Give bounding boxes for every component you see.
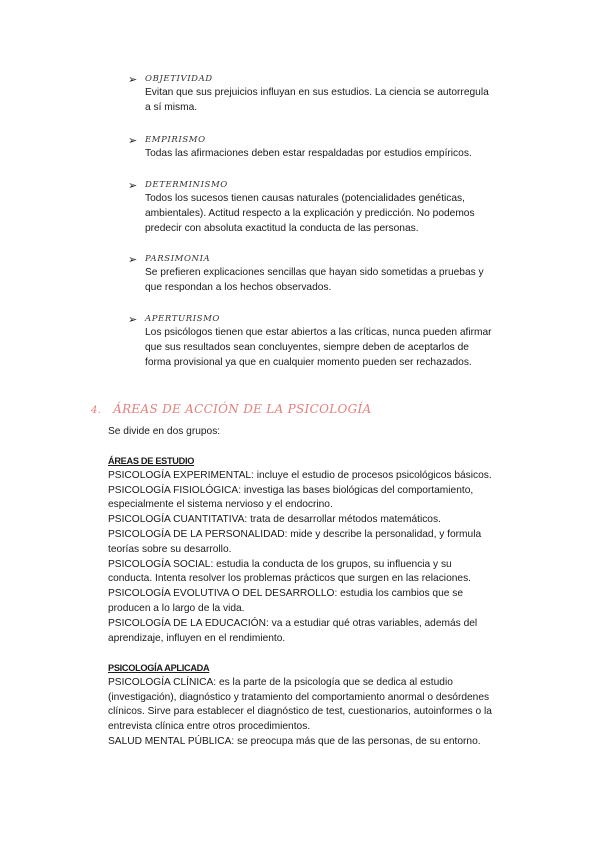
text-line: especialmente el sistema nervioso y el endocrino.	[108, 499, 333, 511]
principle-objetividad	[128, 73, 538, 115]
principle-determinismo	[128, 179, 538, 237]
text-line: Evitan que sus prejuicios influyan en sus estudios. La ciencia se autorregula	[145, 87, 489, 98]
text-line: Todas las afirmaciones deben estar respaldadas por estudios empíricos.	[145, 148, 472, 159]
text-line: PSICOLOGÍA DE LA PERSONALIDAD: mide y describe la personalidad, y formula	[108, 528, 482, 540]
principle-text	[145, 191, 538, 237]
text-line: Todos los sucesos tienen causas naturales (potencialidades genéticas,	[145, 193, 465, 204]
arrow-bullet-icon: ➢	[128, 73, 138, 86]
section-heading	[91, 402, 372, 416]
text-line: (investigación), diagnóstico y tratamiento del comportamiento anormal o desórdenes	[108, 691, 490, 703]
text-line: aprendizaje, influyen en el rendimiento.	[108, 632, 286, 644]
principle-title: DETERMINISMO	[145, 180, 228, 190]
text-line: que sus resultados sean concluyentes, siempre deben de aceptarlos de	[145, 342, 469, 354]
principle-text	[145, 146, 538, 161]
arrow-bullet-icon: ➢	[128, 253, 138, 266]
intro-text: Se divide en dos grupos:	[108, 426, 221, 437]
text-line: PSICOLOGÍA EVOLUTIVA O DEL DESARROLLO: estudia los cambios que se	[108, 588, 464, 600]
section-number: 4.	[91, 405, 102, 416]
principle-text	[145, 325, 538, 371]
principle-title: OBJETIVIDAD	[145, 74, 213, 84]
principle-empirismo	[128, 134, 538, 161]
arrow-bullet-icon: ➢	[128, 134, 138, 147]
text-line: Se prefieren explicaciones sencillas que hayan sido sometidas a pruebas y	[145, 267, 484, 278]
principle-text	[145, 85, 538, 115]
text-line: clínicos. Sirve para establecer el diagnóstico de test, cuestionarios, autoinformes o la	[108, 706, 492, 718]
section-intro	[108, 425, 538, 440]
applied-areas-heading: PSICOLOGÍA APLICADA	[108, 663, 210, 673]
text-line: Los psicólogos tienen que estar abiertos a las críticas, nunca pueden afirmar	[145, 327, 492, 338]
text-line: conducta. Intenta resolver los problemas prácticos que surgen en las relaciones.	[108, 573, 471, 585]
principle-parsimonia	[128, 253, 538, 295]
principle-aperturismo	[128, 313, 538, 371]
study-areas-heading: ÁREAS DE ESTUDIO	[108, 456, 195, 466]
text-line: producen a lo largo de la vida.	[108, 602, 245, 614]
principle-title: EMPIRISMO	[145, 135, 206, 145]
principle-text	[145, 265, 538, 295]
applied-areas	[108, 661, 538, 750]
section-title: ÁREAS DE ACCIÓN DE LA PSICOLOGÍA	[113, 402, 372, 416]
arrow-bullet-icon: ➢	[128, 313, 138, 326]
text-line: PSICOLOGÍA SOCIAL: estudia la conducta de los grupos, su influencia y su	[108, 558, 452, 570]
text-line: PSICOLOGÍA DE LA EDUCACIÓN: va a estudiar qué otras variables, además del	[108, 617, 478, 629]
principle-title: APERTURISMO	[145, 314, 220, 324]
principle-title: PARSIMONIA	[145, 254, 211, 264]
text-line: SALUD MENTAL PÚBLICA: se preocupa más que de las personas, de su entorno.	[108, 735, 481, 747]
text-line: PSICOLOGÍA EXPERIMENTAL: incluye el estudio de procesos psicológicos básicos.	[108, 469, 492, 481]
text-line: forma provisional ya que en cualquier momento pueden ser rechazados.	[145, 357, 472, 369]
text-line: ambientales). Actitud respecto a la explicación y predicción. No podemos	[145, 208, 475, 220]
text-line: PSICOLOGÍA FISIOLÓGICA: investiga las bases biológicas del comportamiento,	[108, 484, 474, 496]
text-line: PSICOLOGÍA CUANTITATIVA: trata de desarrollar métodos matemáticos.	[108, 514, 441, 526]
study-areas	[108, 454, 538, 646]
text-line: entrevista clínica entre otros procedimientos.	[108, 721, 311, 733]
text-line: que respondan a los hechos observados.	[145, 282, 332, 294]
text-line: predecir con absoluta exactitud la conducta de las personas.	[145, 223, 419, 235]
text-line: a sí misma.	[145, 102, 198, 114]
text-line: teorías sobre su desarrollo.	[108, 543, 232, 555]
text-line: PSICOLOGÍA CLÍNICA: es la parte de la psicología que se dedica al estudio	[108, 676, 453, 688]
arrow-bullet-icon: ➢	[128, 179, 138, 192]
